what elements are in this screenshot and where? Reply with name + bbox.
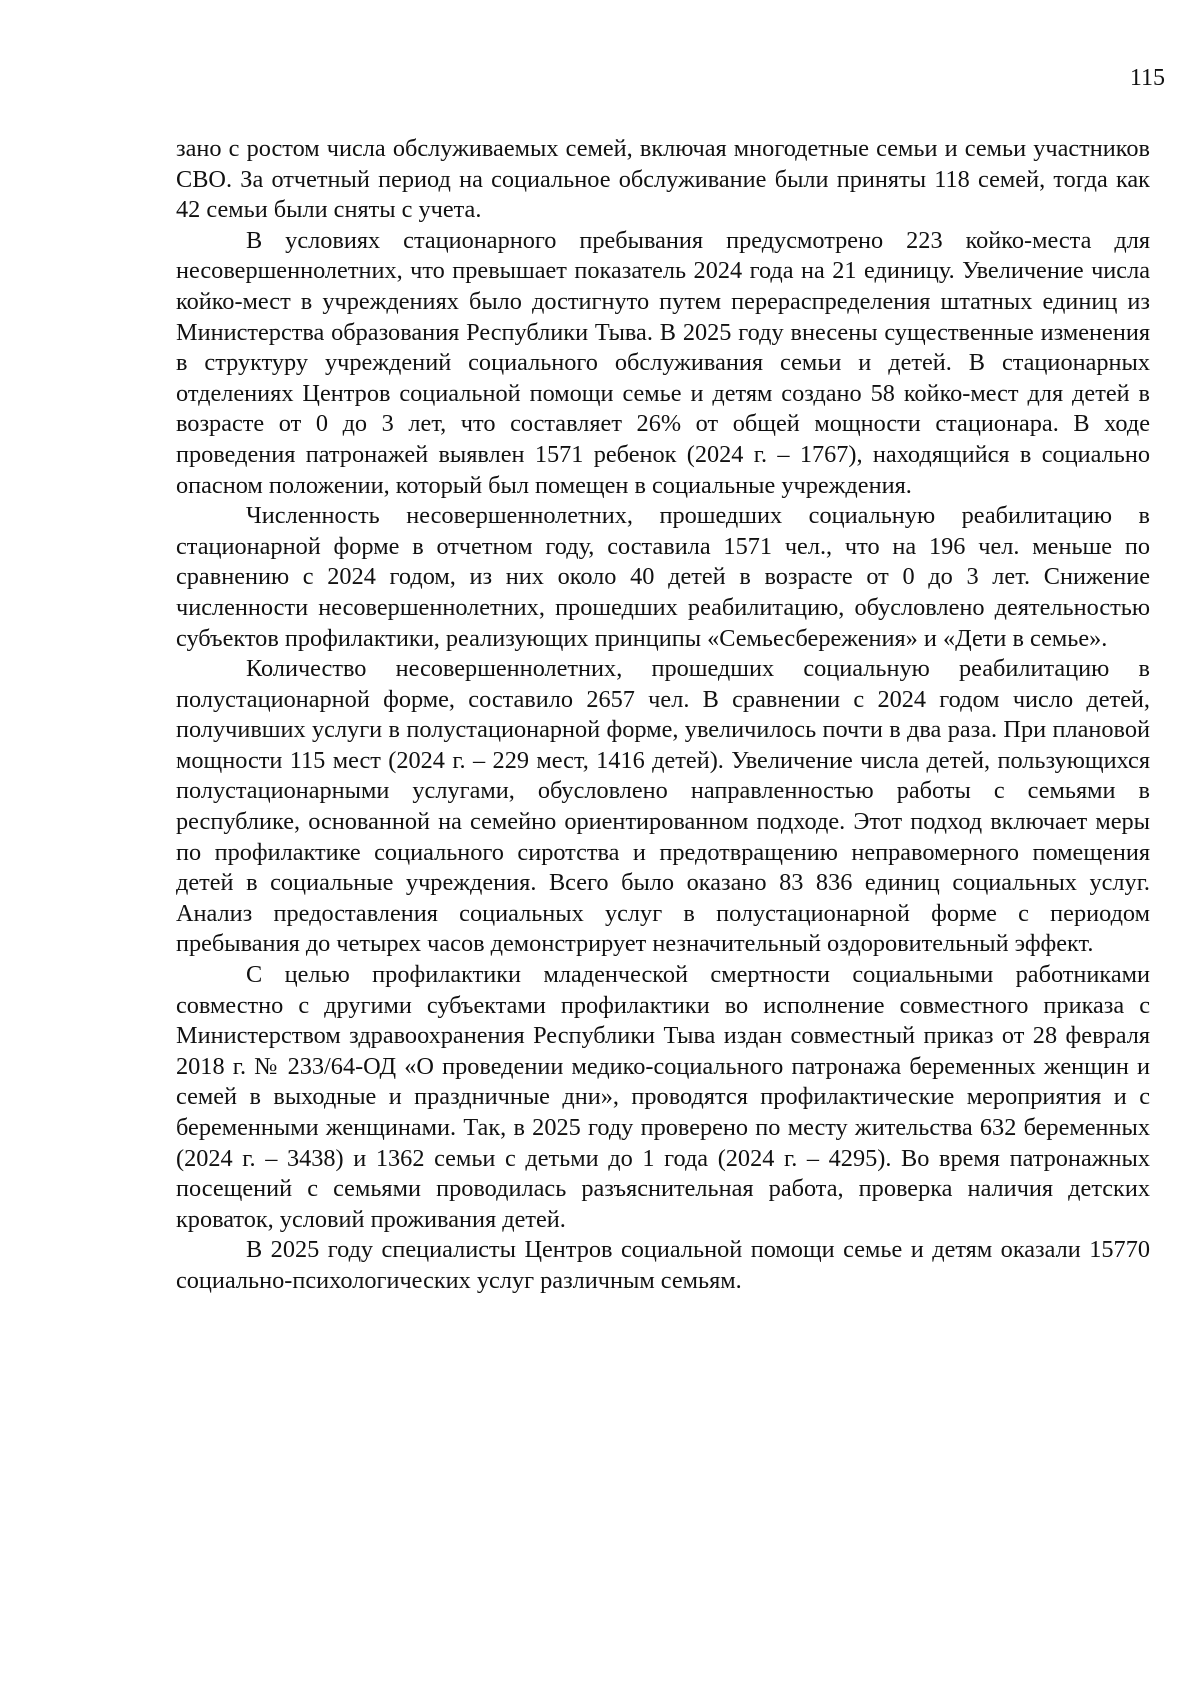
paragraph-inpatient-rehabilitation: Численность несовершеннолетних, прошедших социальную реабилитацию в стационарной форме в отчетном году, составила 1571 чел., что на 196 чел. меньше по сравнению с 2024 годом, из них около 40 детей в возрасте от 0 до 3 лет. Снижение численности несовершеннолетних, прошедших реабилитацию, обусловлено деятельностью субъектов профилактики, реализующих принципы «Семьесбережения» и «Дети в семье».	[176, 502, 1150, 652]
paragraph-infant-mortality-prevention: С целью профилактики младенческой смертности социальными работниками совместно с другими субъектами профилактики во исполнение совместного приказа с Министерством здравоохранения Республики Тыва издан совместный приказ от 28 февраля 2018 г. № 233/64-ОД «О проведении медико-социального патронажа беременных женщин и семей в выходные и праздничные дни», проводятся профилактические мероприятия и с беременными женщинами. Так, в 2025 году проверено по месту жительства 632 беременных (2024 г. – 3438) и 1362 семьи с детьми до 1 года (2024 г. – 4295). Во время патронажных посещений с семьями проводилась разъяснительная работа, проверка наличия детских кроваток, условий проживания детей.	[176, 961, 1150, 1233]
paragraph-psychological-services: В 2025 году специалисты Центров социальной помощи семье и детям оказали 15770 социально-психологических услуг различным семьям.	[176, 1236, 1150, 1294]
paragraph-inpatient-beds: В условиях стационарного пребывания предусмотрено 223 койко-места для несовершеннолетних, что превышает показатель 2024 года на 21 единицу. Увеличение числа койко-мест в учреждениях было достигнуто путем перераспределения штатных единиц из Министерства образования Республики Тыва. В 2025 году внесены существенные изменения в структуру учреждений социального обслуживания семьи и детей. В стационарных отделениях Центров социальной помощи семье и детям создано 58 койко-мест для детей в возрасте от 0 до 3 лет, что составляет 26% от общей мощности стационара. В ходе проведения патронажей выявлен 1571 ребенок (2024 г. – 1767), находящийся в социально опасном положении, который был помещен в социальные учреждения.	[176, 226, 1150, 499]
document-body	[176, 134, 1150, 1297]
paragraph-continuation: зано с ростом числа обслуживаемых семей, включая многодетные семьи и семьи участников СВО. За отчетный период на социальное обслуживание были приняты 118 семей, тогда как 42 семьи были сняты с учета.	[176, 135, 1150, 224]
paragraph-semi-inpatient-rehabilitation: Количество несовершеннолетних, прошедших социальную реабилитацию в полустационарной форме, составило 2657 чел. В сравнении с 2024 годом число детей, получивших услуги в полустационарной форме, увеличилось почти в два раза. При плановой мощности 115 мест (2024 г. – 229 мест, 1416 детей). Увеличение числа детей, пользующихся полустационарными услугами, обусловлено направленностью работы с семьями в республике, основанной на семейно ориентированном подходе. Этот подход включает меры по профилактике социального сиротства и предотвращению неправомерного помещения детей в социальные учреждения. Всего было оказано 83 836 единиц социальных услуг. Анализ предоставления социальных услуг в полустационарной форме с периодом пребывания до четырех часов демонстрирует незначительный оздоровительный эффект.	[176, 655, 1150, 958]
page-number: 115	[1129, 65, 1165, 91]
